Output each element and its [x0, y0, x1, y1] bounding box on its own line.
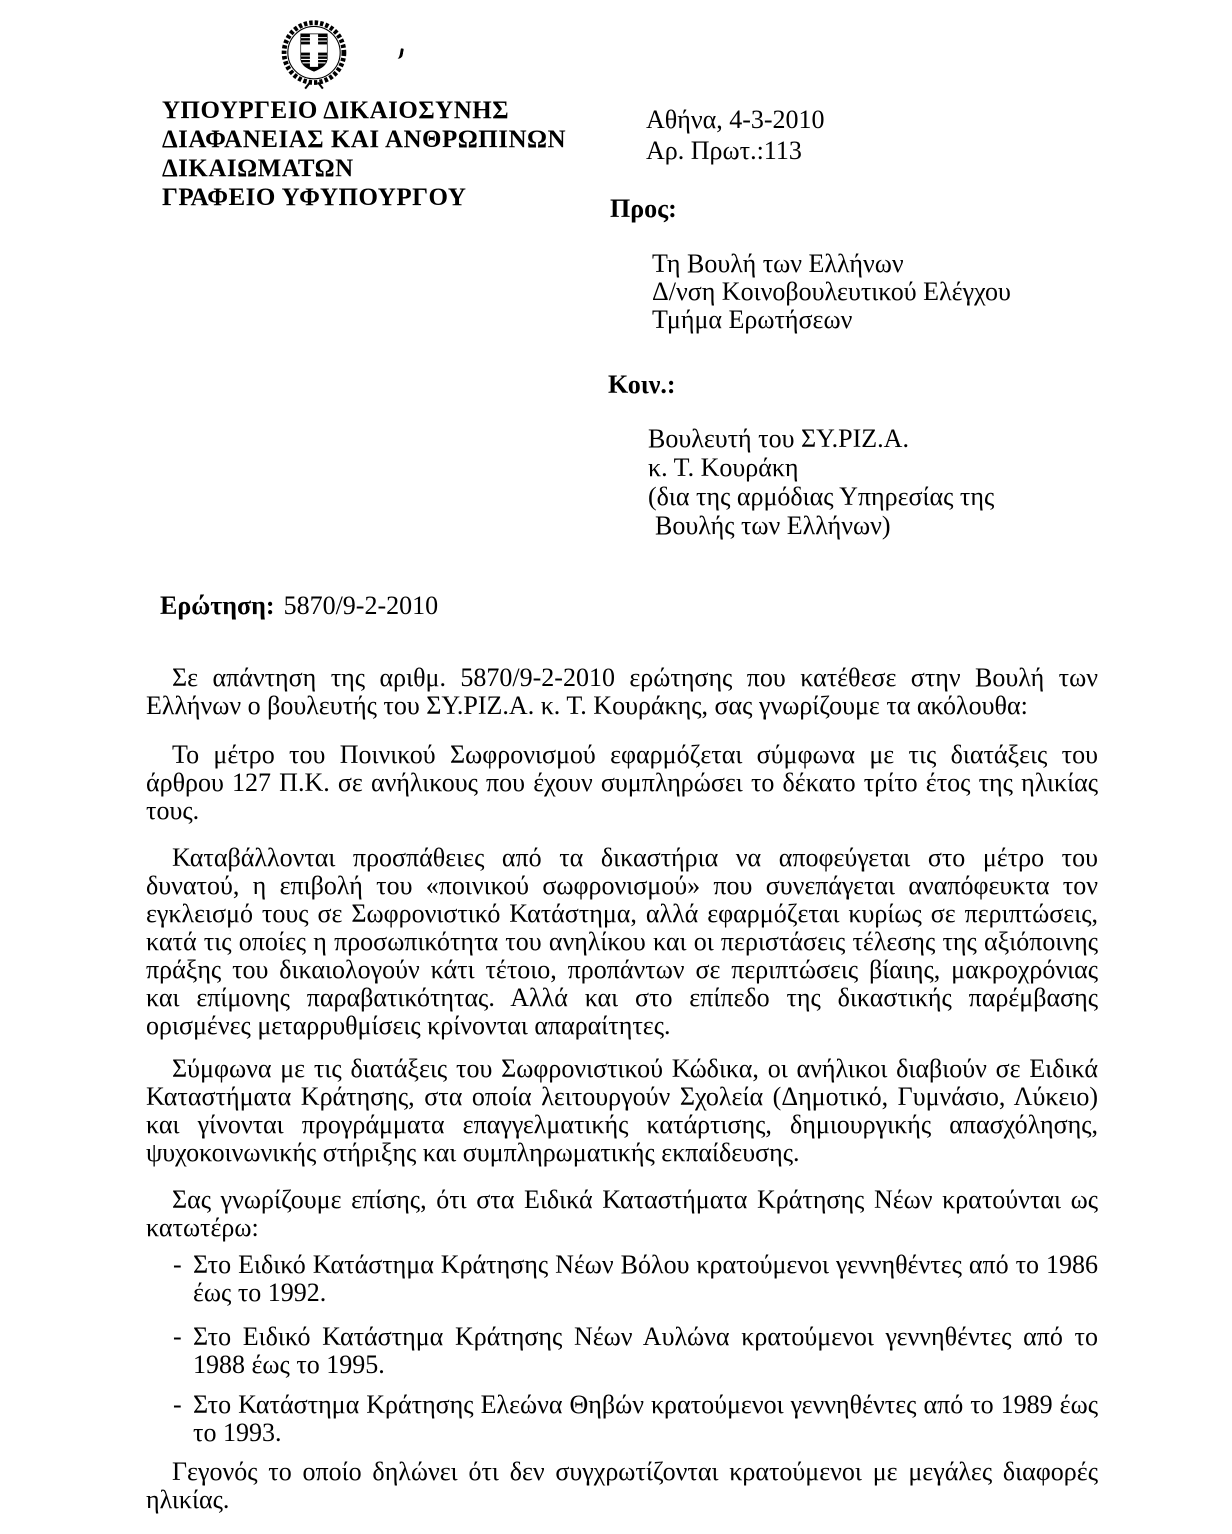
date-protocol-block: [646, 104, 825, 166]
letter-body: [146, 664, 1098, 1514]
paragraph-2: Το μέτρο του Ποινικού Σωφρονισμού εφαρμόζεται σύμφωνα με τις διατάξεις του άρθρου 127 Π.Κ. σε ανήλικους που έχουν συμπληρώσει το δέκατο τρίτο έτος της ηλικίας τους.: [146, 740, 1098, 825]
bullet-text-2: Στο Ειδικό Κατάστημα Κράτησης Νέων Αυλώνα κρατούμενοι γεννηθέντες από το 1988 έως το 1995.: [193, 1322, 1098, 1379]
to-line-1: Τη Βουλή των Ελλήνων: [652, 249, 904, 278]
org-line-1: ΥΠΟΥΡΓΕΙΟ ΔΙΚΑΙΟΣΥΝΗΣ: [162, 97, 510, 124]
letterhead-org-block: [162, 96, 566, 212]
to-address-block: [652, 250, 1011, 334]
cc-label: Κοιν.:: [608, 370, 676, 399]
bullet-text-1: Στο Ειδικό Κατάστημα Κράτησης Νέων Βόλου κρατούμενοι γεννηθέντες από το 1986 έως το 1992.: [193, 1250, 1098, 1307]
org-line-2: ΔΙΑΦΑΝΕΙΑΣ ΚΑΙ ΑΝΘΡΩΠΙΝΩΝ: [162, 126, 567, 153]
scan-artifact-mark: [395, 47, 404, 59]
bullet-item-2: [146, 1323, 1098, 1379]
to-line-3: Τμήμα Ερωτήσεων: [652, 305, 853, 334]
bullet-item-1: [146, 1251, 1098, 1307]
date-line: Αθήνα, 4-3-2010: [646, 105, 825, 134]
cc-line-4: Βουλής των Ελλήνων): [655, 511, 891, 540]
subject-label: Ερώτηση:: [160, 591, 275, 620]
bullet-item-3: [146, 1391, 1098, 1447]
closing-paragraph: Γεγονός το οποίο δηλώνει ότι δεν συγχρωτίζονται κρατούμενοι με μεγάλες διαφορές ηλικίας.: [146, 1457, 1098, 1514]
cc-line-1: Βουλευτή του ΣΥ.ΡΙΖ.Α.: [648, 424, 909, 453]
to-line-2: Δ/νση Κοινοβουλευτικού Ελέγχου: [652, 277, 1011, 306]
cc-address-block: [648, 424, 994, 540]
to-label: Προς:: [610, 194, 677, 223]
greek-coat-of-arms-icon: [280, 16, 348, 96]
cc-line-3: (δια της αρμόδιας Υπηρεσίας της: [648, 482, 995, 511]
org-line-3: ΔΙΚΑΙΩΜΑΤΩΝ: [162, 155, 354, 182]
cc-line-2: κ. Τ. Κουράκη: [648, 453, 799, 482]
paragraph-4: Σύμφωνα με τις διατάξεις του Σωφρονιστικού Κώδικα, οι ανήλικοι διαβιούν σε Ειδικά Καταστήματα Κράτησης, στα οποία λειτουργούν Σχολεία (Δημοτικό, Γυμνάσιο, Λύκειο) και γίνονται προγράμματα επαγγελματικής κατάρτισης, δημιουργικής απασχόλησης, ψυχοκοινωνικής στήριξης και συμπληρωματικής εκπαίδευσης.: [146, 1054, 1098, 1167]
protocol-number-line: Αρ. Πρωτ.:113: [646, 136, 802, 165]
bullet-dash-icon: -: [173, 1322, 182, 1351]
subject-line: [160, 591, 438, 621]
bullet-text-3: Στο Κατάστημα Κράτησης Ελεώνα Θηβών κρατούμενοι γεννηθέντες από το 1989 έως το 1993.: [193, 1390, 1098, 1447]
paragraph-5: Σας γνωρίζουμε επίσης, ότι στα Ειδικά Καταστήματα Κράτησης Νέων κρατούνται ως κατωτέρω:: [146, 1185, 1098, 1242]
paragraph-3: Καταβάλλονται προσπάθειες από τα δικαστήρια να αποφεύγεται στο μέτρο του δυνατού, η επιβολή του «ποινικού σωφρονισμού» που συνεπάγεται αναπόφευκτα τον εγκλεισμό τους σε Σωφρονιστικό Κατάστημα, αλλά εφαρμόζεται κυρίως σε περιπτώσεις, κατά τις οποίες η προσωπικότητα του ανηλίκου και οι περιστάσεις τέλεσης της αξιόποινης πράξης του δικαιολογούν κάτι τέτοιο, προπάντων σε περιπτώσεις βίαιης, μακροχρόνιας και επίμονης παραβατικότητας. Αλλά και στο επίπεδο της δικαστικής παρέμβασης ορισμένες μεταρρυθμίσεις κρίνονται απαραίτητες.: [146, 843, 1098, 1040]
bullet-dash-icon: -: [173, 1390, 182, 1419]
paragraph-1: Σε απάντηση της αριθμ. 5870/9-2-2010 ερώτησης που κατέθεσε στην Βουλή των Ελλήνων ο βουλευτής του ΣΥ.ΡΙΖ.Α. κ. Τ. Κουράκης, σας γνωρίζουμε τα ακόλουθα:: [146, 663, 1098, 720]
bullet-dash-icon: -: [173, 1250, 182, 1279]
subject-number: 5870/9-2-2010: [283, 591, 439, 620]
org-line-4: ΓΡΑΦΕΙΟ ΥΦΥΠΟΥΡΓΟΥ: [162, 184, 467, 211]
